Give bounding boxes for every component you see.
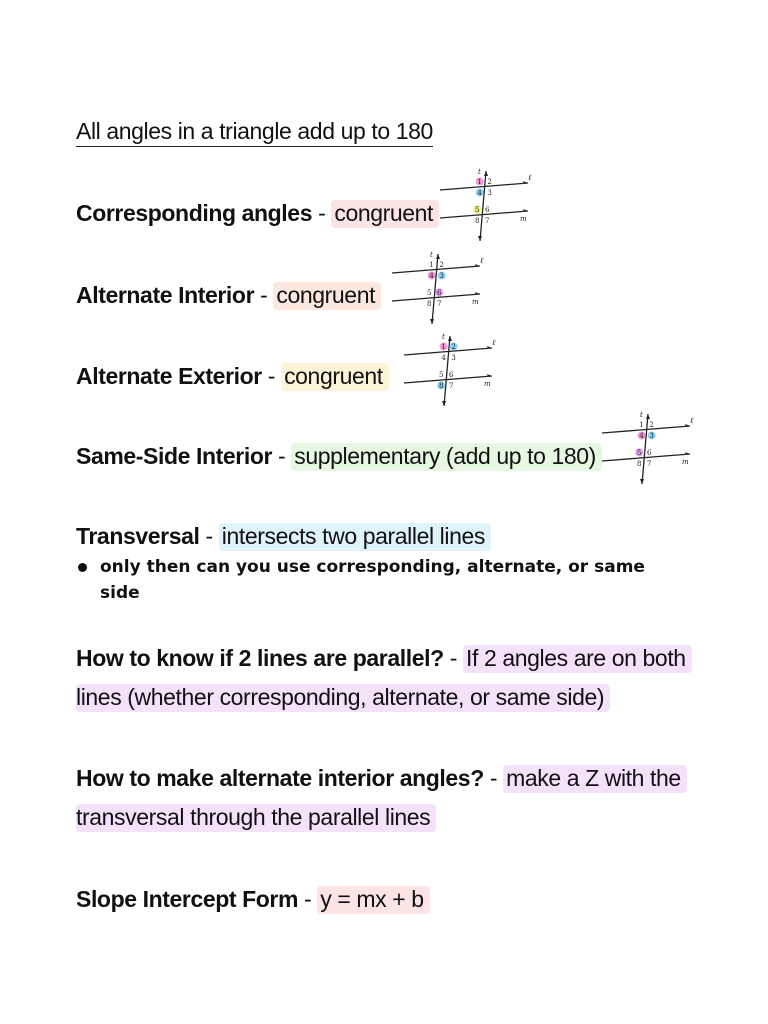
arrowhead (646, 414, 650, 419)
slope-row (76, 886, 430, 913)
diagram-alt-interior (388, 248, 488, 331)
diagram-label: m (682, 458, 689, 466)
diagram-label: 5 (637, 449, 642, 458)
corresponding-desc: congruent (331, 200, 439, 228)
slope-term: Slope Intercept Form (76, 886, 299, 912)
diagram-label: m (472, 298, 479, 306)
diagram-label: 5 (439, 371, 444, 380)
diagram-line (404, 376, 492, 383)
diagram-label: 3 (487, 189, 492, 198)
same-side-term: Same-Side Interior (76, 443, 273, 469)
parallel-lines-diagram (436, 165, 536, 243)
diagram-label: 5 (475, 206, 480, 215)
parallel-lines-diagram (598, 408, 698, 486)
alt-answer-1: make a Z with the (503, 765, 687, 793)
diagram-same-side (598, 408, 698, 491)
slope-formula: y = mx + b (317, 886, 429, 914)
alt-interior-desc: congruent (273, 282, 381, 310)
diagram-label: 2 (487, 178, 492, 187)
alt-interior-sep: - (254, 282, 274, 308)
diagram-label: 3 (451, 354, 456, 363)
alt-exterior-term: Alternate Exterior (76, 363, 262, 389)
diagram-label: ℓ (690, 416, 694, 425)
alt-exterior-row (76, 363, 389, 390)
diagram-label: ℓ (492, 338, 496, 347)
corresponding-row (76, 200, 439, 227)
arrowhead (478, 236, 482, 241)
diagram-label: t (442, 333, 445, 341)
parallel-lines-diagram (388, 248, 488, 326)
parallel-answer-2: lines (whether corresponding, alternate, or same side) (76, 684, 610, 712)
parallel-lines-diagram (400, 330, 500, 408)
arrowhead (442, 401, 446, 406)
diagram-line (440, 211, 528, 218)
arrowhead (448, 336, 452, 341)
diagram-label: 2 (451, 343, 456, 352)
diagram-label: 2 (649, 421, 654, 430)
parallel-answer-1: If 2 angles are on both (463, 645, 692, 673)
diagram-label: 3 (649, 432, 654, 441)
diagram-label: 6 (449, 371, 454, 380)
diagram-label: 1 (441, 343, 446, 352)
bullet-dot (78, 563, 87, 572)
diagram-label: 6 (485, 206, 490, 215)
diagram-label: 8 (427, 300, 432, 309)
diagram-label: 4 (441, 354, 446, 363)
arrowhead (640, 479, 644, 484)
alt-answer-2: transversal through the parallel lines (76, 804, 436, 832)
diagram-label: m (520, 215, 527, 223)
diagram-alt-exterior (400, 330, 500, 413)
alt-interior-row (76, 282, 381, 309)
alt-answer-row (76, 804, 436, 831)
diagram-label: 5 (427, 289, 432, 298)
diagram-label: 3 (439, 272, 444, 281)
transversal-sep: - (199, 523, 219, 549)
alt-exterior-sep: - (261, 363, 282, 389)
same-side-sep: - (272, 443, 292, 469)
diagram-label: 4 (477, 189, 482, 198)
arrowhead (436, 254, 440, 259)
parallel-question-row (76, 645, 692, 672)
triangle-rule: All angles in a triangle add up to 180 (76, 118, 433, 147)
diagram-line (602, 454, 690, 461)
parallel-answer-row (76, 684, 610, 711)
corresponding-sep: - (312, 200, 332, 226)
bullet-text: only then can you use corresponding, alternate, or same side (100, 557, 645, 603)
diagram-label: t (430, 251, 433, 259)
diagram-label: 6 (437, 289, 442, 298)
diagram-label: 7 (647, 460, 652, 469)
parallel-sep: - (443, 645, 464, 671)
diagram-label: m (484, 380, 491, 388)
diagram-label: 8 (439, 382, 444, 391)
diagram-label: 1 (429, 261, 434, 270)
diagram-label: 4 (639, 432, 644, 441)
diagram-label: 7 (437, 300, 442, 309)
diagram-label: ℓ (480, 256, 484, 265)
diagram-label: 7 (449, 382, 454, 391)
diagram-label: 7 (485, 217, 490, 226)
diagram-label: 6 (647, 449, 652, 458)
diagram-label: 1 (639, 421, 644, 430)
parallel-question: How to know if 2 lines are parallel? (76, 645, 444, 671)
transversal-term: Transversal (76, 523, 200, 549)
alt-exterior-desc: congruent (281, 363, 389, 391)
corresponding-term: Corresponding angles (76, 200, 313, 226)
alt-sep: - (483, 765, 504, 791)
diagram-label: 4 (429, 272, 434, 281)
transversal-row (76, 523, 491, 550)
alt-interior-term: Alternate Interior (76, 282, 255, 308)
alt-question: How to make alternate interior angles? (76, 765, 484, 791)
diagram-label: 2 (439, 261, 444, 270)
diagram-label: t (478, 168, 481, 176)
diagram-label: 8 (475, 217, 480, 226)
bullet-item (76, 554, 676, 606)
slope-sep: - (298, 886, 318, 912)
diagram-label: 8 (637, 460, 642, 469)
arrowhead (484, 171, 488, 176)
diagram-corresponding (436, 165, 536, 248)
diagram-label: ℓ (528, 173, 532, 182)
transversal-desc: intersects two parallel lines (219, 523, 491, 551)
arrowhead (430, 319, 434, 324)
diagram-label: t (640, 411, 643, 419)
diagram-label: 1 (477, 178, 482, 187)
same-side-row (76, 443, 602, 470)
diagram-line (392, 294, 480, 301)
alt-question-row (76, 765, 687, 792)
same-side-desc: supplementary (add up to 180) (291, 443, 602, 471)
